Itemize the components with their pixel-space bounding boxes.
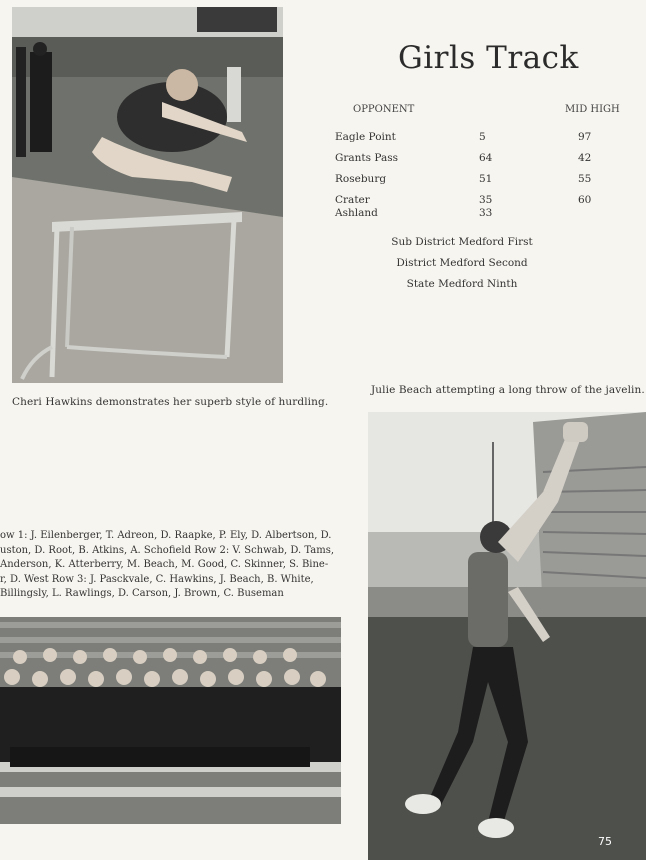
page-number: 75 (598, 835, 612, 848)
mid-high-score: 55 (578, 173, 592, 185)
opponent-score: 5 (479, 131, 486, 143)
opponent-score: 64 (479, 152, 493, 164)
result-row (335, 194, 625, 208)
opponent-name: Ashland (335, 207, 378, 219)
hurdle-caption: Cheri Hawkins demonstrates her superb style of hurdling. (12, 396, 329, 408)
result-row (335, 131, 625, 145)
javelin-photo (368, 412, 646, 860)
page-title: Girls Track (398, 40, 579, 76)
opponent-name: Crater (335, 194, 370, 206)
opponent-name: Eagle Point (335, 131, 396, 143)
result-row (335, 207, 625, 221)
opponent-name: Roseburg (335, 173, 387, 185)
standing-state: State Medford Ninth (406, 278, 518, 290)
standing-sub-district: Sub District Medford First (391, 236, 533, 248)
team-roster (0, 529, 355, 602)
mid-high-score: 42 (578, 152, 592, 164)
opponent-score: 33 (479, 207, 493, 219)
javelin-caption: Julie Beach attempting a long throw of the javelin. (371, 384, 645, 396)
opponent-name: Grants Pass (335, 152, 399, 164)
opponent-score: 51 (479, 173, 493, 185)
roster-line: Anderson, K. Atterberry, M. Beach, M. Good, C. Skinner, S. Bine- (0, 559, 329, 571)
result-row (335, 152, 625, 166)
mid-high-header: MID HIGH (565, 104, 620, 115)
team-photo (0, 617, 341, 824)
roster-line: uston, D. Root, B. Atkins, A. Schofield Row 2: V. Schwab, D. Tams, (0, 544, 335, 556)
result-row (335, 173, 625, 187)
standing-district: District Medford Second (396, 257, 528, 269)
mid-high-score: 97 (578, 131, 592, 143)
roster-line: ow 1: J. Eilenberger, T. Adreon, D. Raapke, P. Ely, D. Albertson, D. (0, 530, 332, 541)
roster-line: Billingsly, L. Rawlings, D. Carson, J. Brown, C. Buseman (0, 588, 284, 600)
roster-line: r, D. West Row 3: J. Pasckvale, C. Hawkins, J. Beach, B. White, (0, 573, 314, 585)
hurdle-photo (12, 7, 283, 383)
opponent-score: 35 (479, 194, 493, 206)
mid-high-score: 60 (578, 194, 592, 206)
opponent-header: OPPONENT (353, 104, 415, 115)
